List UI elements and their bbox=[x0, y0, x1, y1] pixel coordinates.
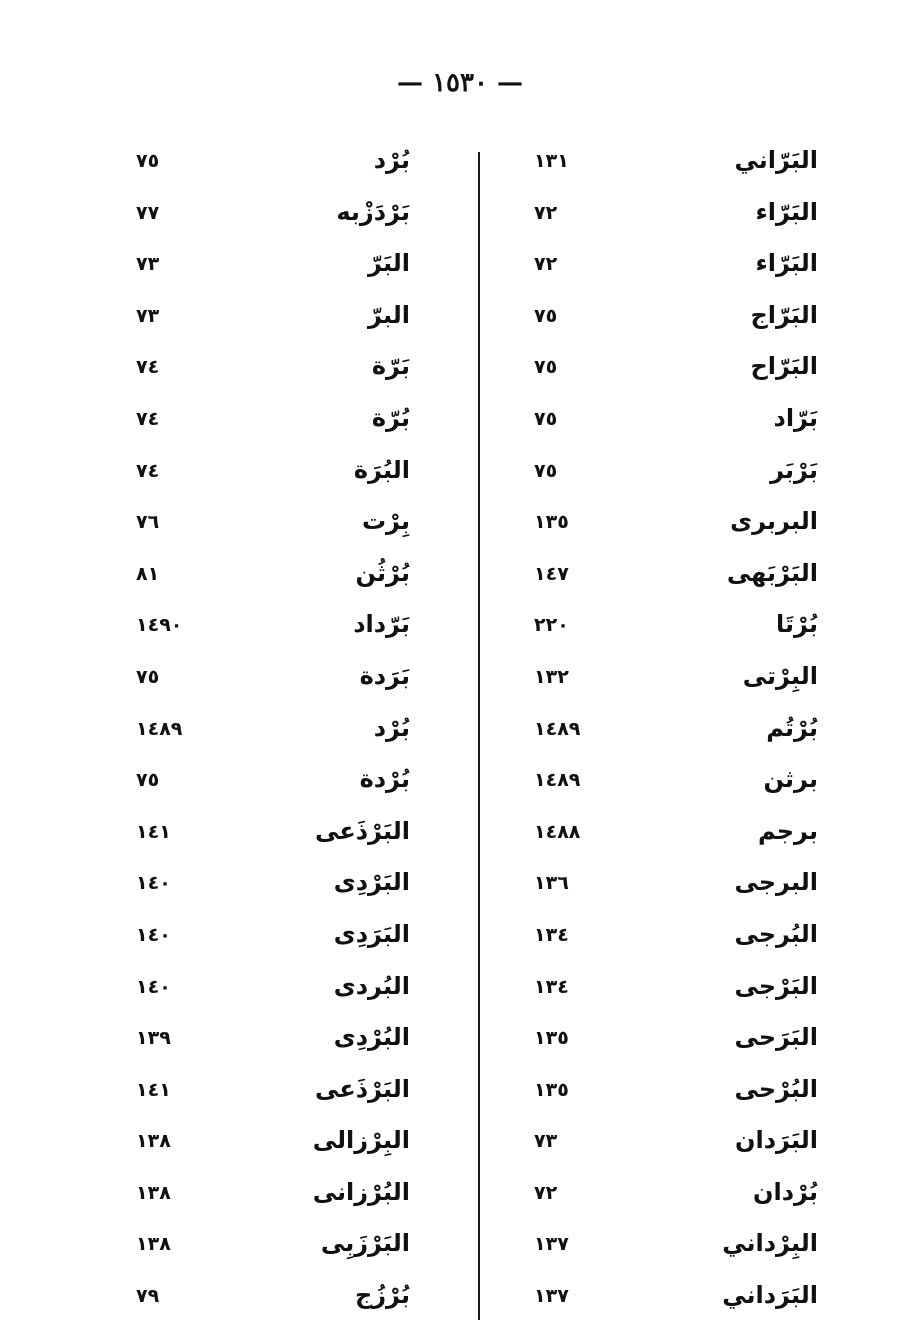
entry-name: البَرْبَهى bbox=[726, 558, 818, 587]
index-entry bbox=[120, 501, 450, 553]
entry-page-number: ١٤٨٩ bbox=[136, 717, 183, 740]
index-entry bbox=[500, 811, 830, 863]
entry-name: البَرْذَعى bbox=[315, 816, 410, 845]
entry-name: البِرْتى bbox=[742, 661, 818, 690]
entry-page-number: ١٤١ bbox=[136, 1078, 171, 1101]
entry-page-number: ١٤٠ bbox=[136, 872, 171, 895]
entry-name: بُرْدة bbox=[359, 765, 410, 794]
entry-name: البَرْجى bbox=[734, 971, 818, 1000]
index-entry bbox=[120, 811, 450, 863]
index-entry bbox=[500, 192, 830, 244]
index-entry bbox=[120, 346, 450, 398]
index-entry bbox=[120, 1017, 450, 1069]
entry-name: بُرْثُن bbox=[355, 558, 410, 587]
entry-name: البُرْدِى bbox=[333, 1023, 410, 1052]
index-entry bbox=[500, 1120, 830, 1172]
index-entry bbox=[120, 656, 450, 708]
entry-page-number: ٢٢٠ bbox=[534, 614, 569, 637]
entry-page-number: ٧٥ bbox=[534, 356, 558, 379]
entry-page-number: ١٤٨٨ bbox=[534, 820, 581, 843]
entry-name: برجم bbox=[757, 816, 818, 845]
entry-page-number: ١٣٤ bbox=[534, 975, 569, 998]
entry-name: البَرّاني bbox=[734, 146, 818, 174]
entry-page-number: ٧٤ bbox=[136, 356, 160, 379]
index-entry bbox=[500, 966, 830, 1018]
entry-page-number: ١٤٠ bbox=[136, 975, 171, 998]
entry-name: البَرّاج bbox=[750, 300, 818, 329]
entry-page-number: ١٣٢ bbox=[534, 665, 569, 688]
index-entry bbox=[120, 708, 450, 760]
entry-page-number: ٧٣ bbox=[136, 253, 160, 276]
index-entry bbox=[120, 192, 450, 244]
entry-page-number: ١٤٨٩ bbox=[534, 769, 581, 792]
index-entry bbox=[500, 862, 830, 914]
index-entry bbox=[120, 1223, 450, 1275]
index-entry bbox=[120, 398, 450, 450]
index-entry bbox=[120, 862, 450, 914]
index-entry bbox=[120, 1120, 450, 1172]
entry-page-number: ١٣٧ bbox=[534, 1233, 569, 1256]
entry-name: البَرْذَعى bbox=[315, 1074, 410, 1103]
entry-name: بَرْدَزْبه bbox=[336, 197, 410, 226]
entry-name: البَرّ bbox=[368, 249, 410, 278]
entry-page-number: ١٣١ bbox=[534, 150, 569, 172]
entry-page-number: ٧٣ bbox=[136, 304, 160, 327]
entry-page-number: ١٤١ bbox=[136, 820, 171, 843]
entry-name: البَرَداني bbox=[722, 1281, 818, 1310]
index-entry bbox=[500, 243, 830, 295]
index-entry bbox=[500, 1223, 830, 1275]
entry-page-number: ٧٤ bbox=[136, 407, 160, 430]
entry-name: بَرّداد bbox=[353, 610, 410, 639]
index-entry bbox=[500, 346, 830, 398]
entry-name: بُرْزُج bbox=[354, 1281, 410, 1310]
entry-name: بُرْد bbox=[373, 713, 410, 742]
index-entry bbox=[500, 1069, 830, 1121]
entry-name: البُرْحى bbox=[734, 1074, 818, 1103]
entry-name: البَرْدِى bbox=[333, 868, 410, 897]
index-entry bbox=[120, 604, 450, 656]
entry-page-number: ١٤٩٠ bbox=[136, 614, 183, 637]
index-column-left bbox=[120, 140, 450, 1327]
entry-name: بُرْدان bbox=[753, 1177, 818, 1206]
entry-name: البَرّاء bbox=[755, 249, 818, 278]
entry-name: البَرّاء bbox=[755, 197, 818, 226]
index-entry bbox=[120, 450, 450, 502]
entry-page-number: ٧٥ bbox=[534, 304, 558, 327]
index-entry bbox=[120, 1069, 450, 1121]
entry-name: البَرَحى bbox=[734, 1023, 818, 1052]
entry-page-number: ١٤٨٩ bbox=[534, 717, 581, 740]
entry-name: البُردى bbox=[333, 971, 410, 1000]
index-entry bbox=[500, 501, 830, 553]
entry-name: البُرْزانى bbox=[312, 1177, 410, 1206]
entry-name: البُرجى bbox=[734, 919, 818, 948]
entry-page-number: ١٣٨ bbox=[136, 1181, 171, 1204]
entry-name: البرّ bbox=[368, 300, 410, 329]
entry-name: بِرْت bbox=[361, 507, 410, 536]
index-entry bbox=[120, 759, 450, 811]
entry-name: البَرّاح bbox=[750, 352, 818, 381]
index-entry bbox=[500, 656, 830, 708]
entry-page-number: ١٣٨ bbox=[136, 1233, 171, 1256]
entry-name: بَرّاد bbox=[773, 403, 818, 432]
index-entry bbox=[500, 1275, 830, 1327]
entry-page-number: ٧٢ bbox=[534, 253, 558, 276]
entry-name: بَرّة bbox=[371, 352, 410, 381]
entry-page-number: ٧٤ bbox=[136, 459, 160, 482]
index-entry bbox=[500, 1172, 830, 1224]
index-entry bbox=[500, 604, 830, 656]
entry-page-number: ٧٢ bbox=[534, 201, 558, 224]
index-entry bbox=[500, 140, 830, 192]
index-entry bbox=[120, 966, 450, 1018]
entry-page-number: ١٣٤ bbox=[534, 923, 569, 946]
entry-name: البربرى bbox=[730, 507, 818, 536]
entry-name: بَرَدة bbox=[359, 661, 410, 690]
entry-name: البَرَدِى bbox=[333, 919, 410, 948]
entry-page-number: ١٣٥ bbox=[534, 1078, 569, 1101]
entry-name: بَرْبَر bbox=[770, 455, 818, 484]
entry-page-number: ٧٧ bbox=[136, 201, 160, 224]
entry-name: بُرْتُم bbox=[766, 713, 818, 742]
entry-page-number: ١٣٦ bbox=[534, 872, 569, 895]
entry-name: البِرْداني bbox=[722, 1229, 818, 1258]
index-entry bbox=[500, 295, 830, 347]
index-entry bbox=[500, 450, 830, 502]
entry-name: بُرْتَا bbox=[776, 610, 818, 639]
entry-page-number: ١٤٧ bbox=[534, 562, 569, 585]
page-number-header: — ١٥٣٠ — bbox=[397, 68, 523, 98]
index-entry bbox=[500, 1017, 830, 1069]
entry-page-number: ٧٦ bbox=[136, 511, 160, 534]
entry-page-number: ١٣٧ bbox=[534, 1285, 569, 1308]
entry-page-number: ٧٥ bbox=[136, 769, 160, 792]
entry-page-number: ٧٥ bbox=[136, 150, 160, 172]
entry-name: البِرْزالى bbox=[312, 1126, 410, 1155]
index-entry bbox=[500, 398, 830, 450]
entry-name: بُرْد bbox=[373, 146, 410, 174]
index-entry bbox=[120, 1275, 450, 1327]
entry-page-number: ١٣٥ bbox=[534, 511, 569, 534]
entry-page-number: ٧٩ bbox=[136, 1285, 160, 1308]
index-entry bbox=[500, 553, 830, 605]
entry-page-number: ٧٣ bbox=[534, 1130, 558, 1153]
column-divider bbox=[478, 152, 480, 1320]
entry-name: البُرَة bbox=[353, 455, 410, 484]
entry-page-number: ٧٢ bbox=[534, 1181, 558, 1204]
entry-name: بُرّة bbox=[371, 403, 410, 432]
entry-name: البرجى bbox=[734, 868, 818, 897]
entry-name: البَرَدان bbox=[735, 1126, 818, 1155]
entry-name: برثن bbox=[763, 765, 818, 794]
entry-page-number: ١٤٠ bbox=[136, 923, 171, 946]
entry-page-number: ٧٥ bbox=[136, 665, 160, 688]
entry-page-number: ١٣٥ bbox=[534, 1027, 569, 1050]
entry-page-number: ١٣٩ bbox=[136, 1027, 171, 1050]
entry-page-number: ٧٥ bbox=[534, 459, 558, 482]
index-entry bbox=[500, 914, 830, 966]
index-entry bbox=[120, 295, 450, 347]
index-entry bbox=[500, 759, 830, 811]
entry-page-number: ٧٥ bbox=[534, 407, 558, 430]
index-entry bbox=[120, 553, 450, 605]
entry-page-number: ١٣٨ bbox=[136, 1130, 171, 1153]
index-entry bbox=[120, 1172, 450, 1224]
index-column-right bbox=[500, 140, 830, 1327]
index-entry bbox=[500, 708, 830, 760]
index-entry bbox=[120, 243, 450, 295]
entry-name: البَرْزَبِى bbox=[320, 1229, 410, 1258]
index-entry bbox=[120, 140, 450, 192]
index-entry bbox=[120, 914, 450, 966]
entry-page-number: ٨١ bbox=[136, 562, 160, 585]
